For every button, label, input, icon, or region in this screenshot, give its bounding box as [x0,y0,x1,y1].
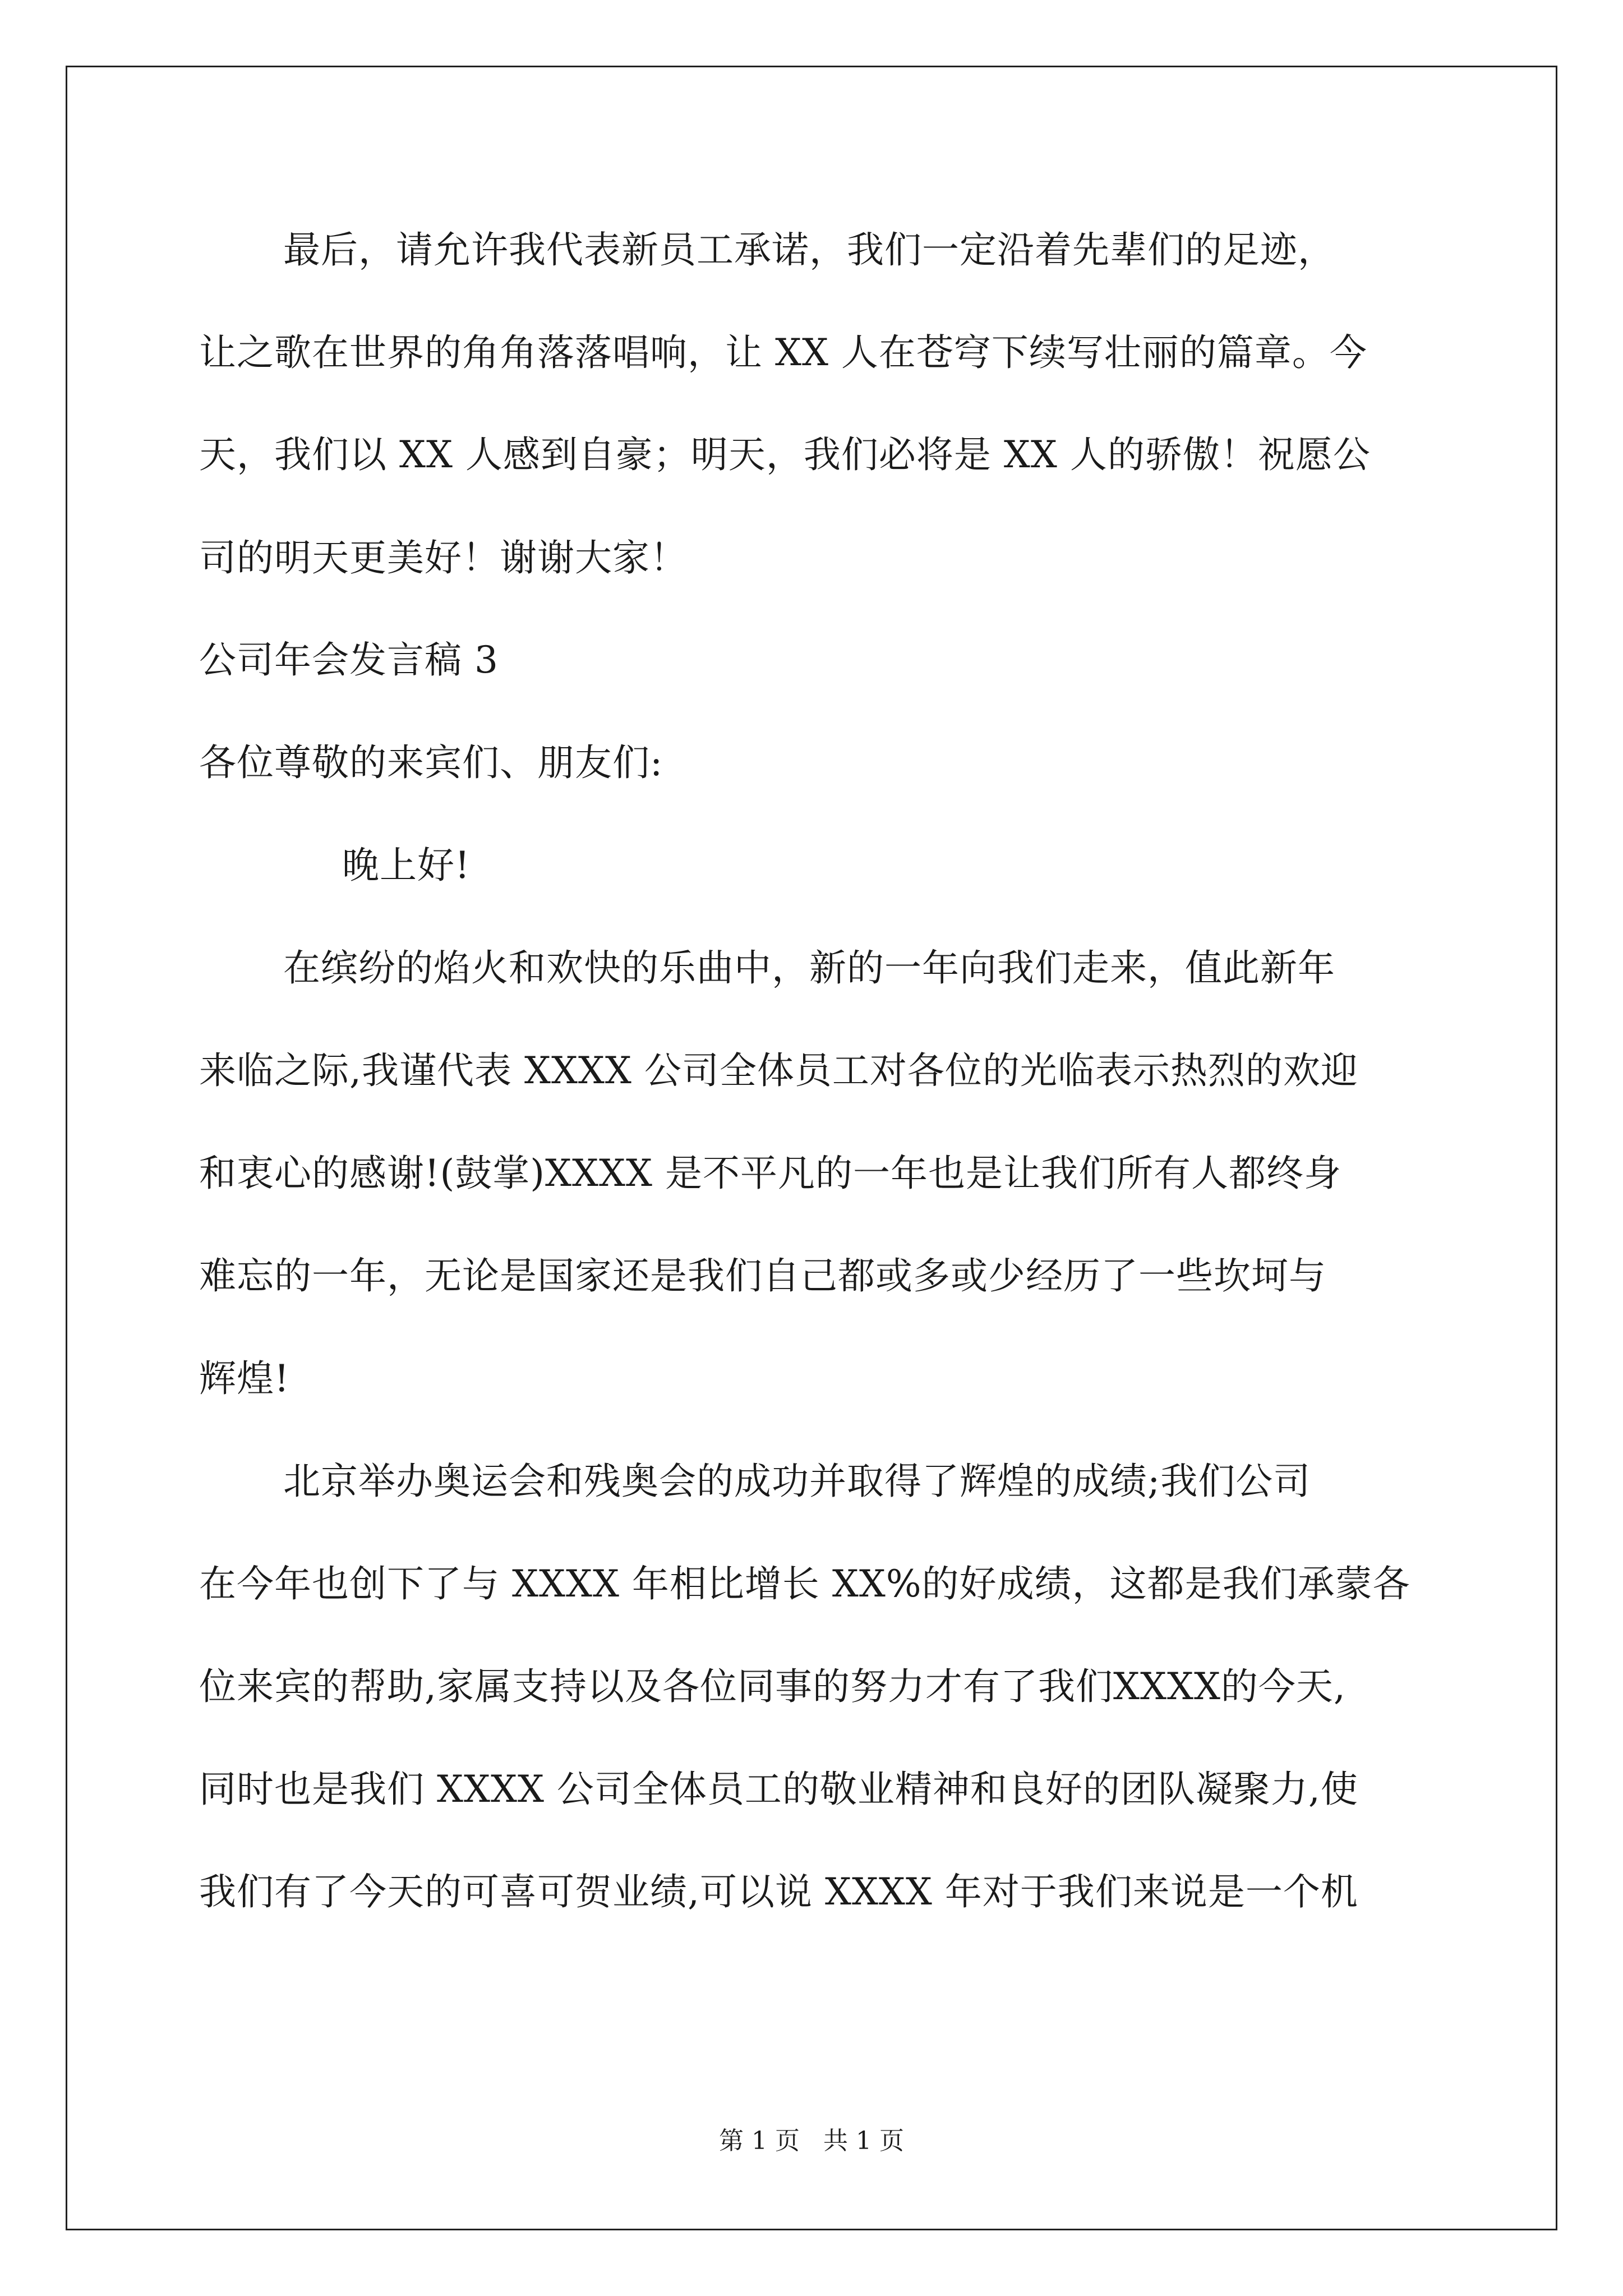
salutation: 各位尊敬的来宾们、朋友们: [199,741,663,784]
paragraph-1-line-2: 让之歌在世界的角角落落唱响，让 XX 人在苍穹下续写壮丽的篇章。今 [199,331,1367,374]
paragraph-2-line-3: 和衷心的感谢!(鼓掌)XXXX 是不平凡的一年也是让我们所有人都终身 [199,1152,1341,1195]
paragraph-1-line-1: 最后，请允许我代表新员工承诺，我们一定沿着先辈们的足迹， [283,228,1335,272]
paragraph-1-line-4: 司的明天更美好！谢谢大家！ [199,536,688,579]
paragraph-3-line-3: 位来宾的帮助,家属支持以及各位同事的努力才有了我们XXXX的今天, [199,1665,1346,1708]
paragraph-3-line-4: 同时也是我们 XXXX 公司全体员工的敬业精神和良好的团队凝聚力,使 [199,1768,1358,1811]
paragraph-2-line-2: 来临之际,我谨代表 XXXX 公司全体员工对各位的光临表示热烈的欢迎 [199,1049,1358,1092]
paragraph-3-line-1: 北京举办奥运会和残奥会的成功并取得了辉煌的成绩;我们公司 [283,1460,1311,1503]
paragraph-2-line-1: 在缤纷的焰火和欢快的乐曲中，新的一年向我们走来，值此新年 [283,946,1335,990]
greeting: 晚上好! [342,844,471,887]
paragraph-1-line-3: 天，我们以 XX 人感到自豪；明天，我们必将是 XX 人的骄傲！祝愿公 [199,433,1371,476]
section-heading: 公司年会发言稿 3 [199,638,499,682]
paragraph-3-line-5: 我们有了今天的可喜可贺业绩,可以说 XXXX 年对于我们来说是一个机 [199,1870,1358,1913]
page-footer: 第 1 页 共 1 页 [719,2127,904,2155]
paragraph-2-line-5: 辉煌! [199,1357,290,1400]
paragraph-2-line-4: 难忘的一年，无论是国家还是我们自己都或多或少经历了一些坎坷与 [199,1254,1326,1297]
paragraph-3-line-2: 在今年也创下了与 XXXX 年相比增长 XX%的好成绩，这都是我们承蒙各 [199,1562,1410,1605]
